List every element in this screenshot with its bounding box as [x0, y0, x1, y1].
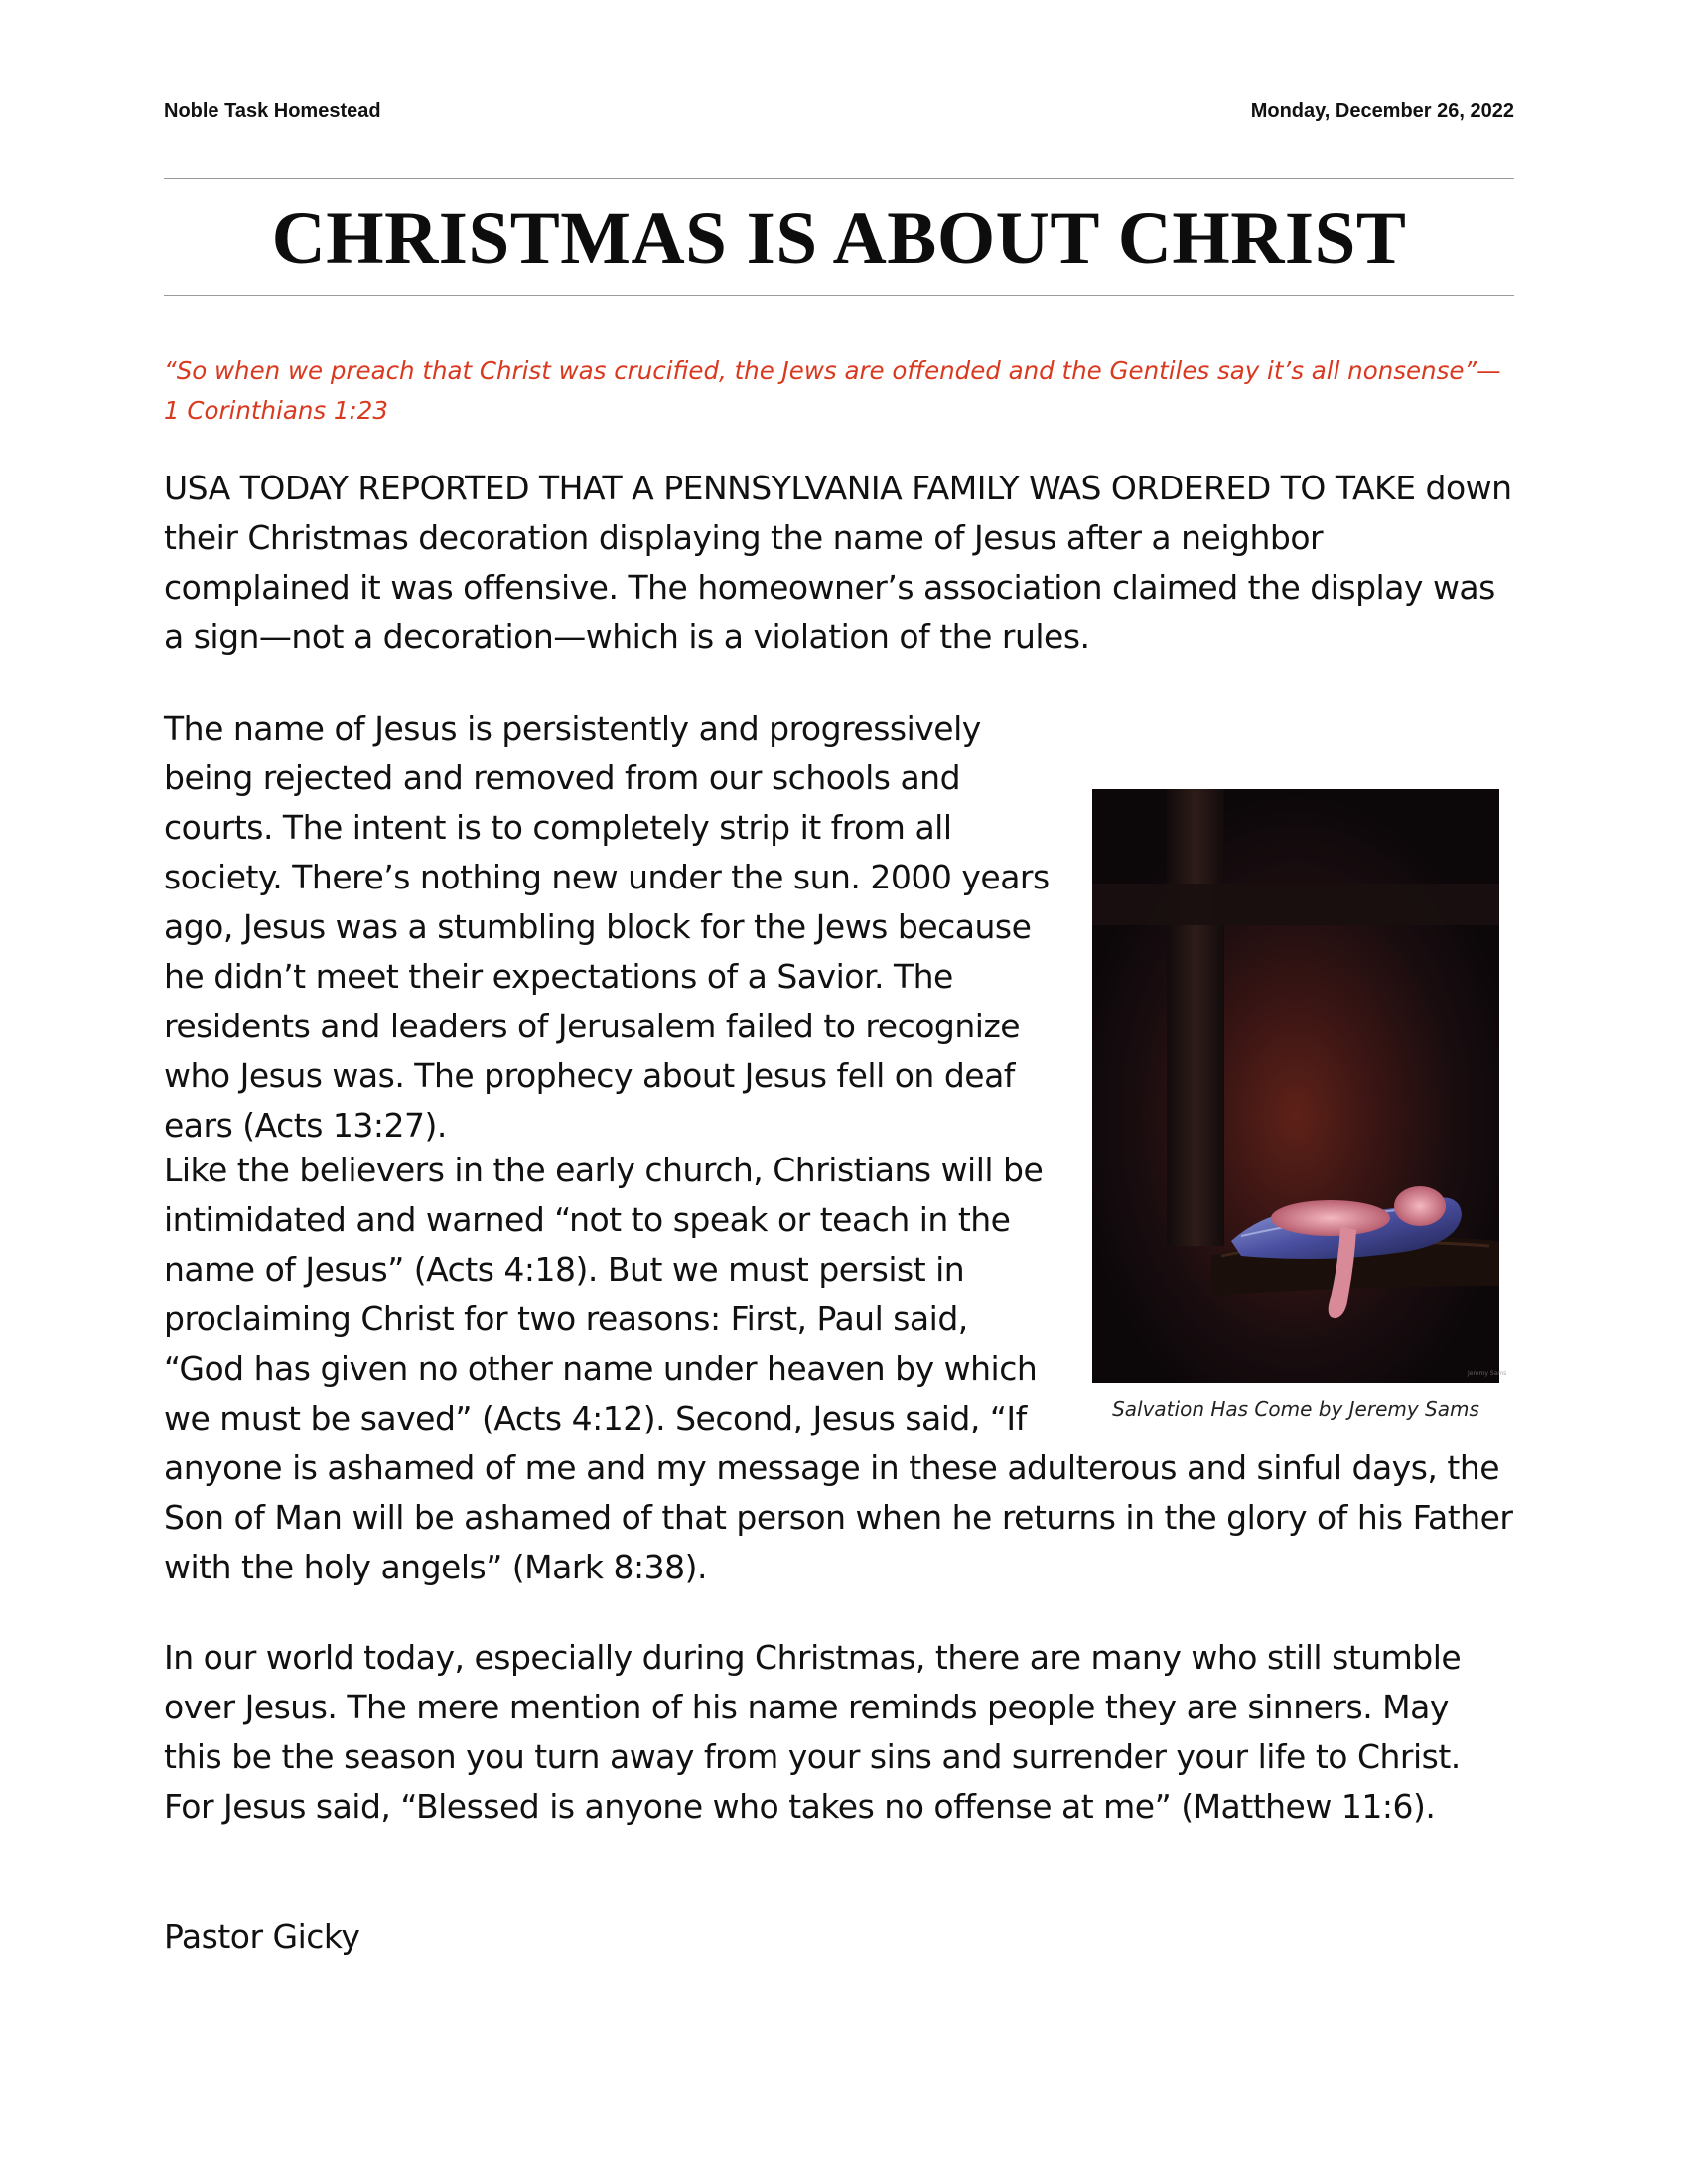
- paragraph-1: USA TODAY REPORTED THAT A PENNSYLVANIA FAMILY WAS ORDERED TO TAKE down their Christmas decoration displaying the name of Jesus after a neighbor complained it was offensive. The homeowner’s association claimed the display was a sign—not a decoration—which is a violation of the rules.: [164, 469, 1512, 656]
- article-title: CHRISTMAS IS ABOUT CHRIST: [271, 198, 1407, 280]
- painting-image: [1092, 789, 1507, 1383]
- page-header: [164, 100, 1514, 130]
- paragraph-4: In our world today, especially during Christmas, there are many who still stumble over Jesus. The mere mention of his name reminds people they are sinners. May this be the season you turn away from your sins and surrender your life to Christ. For Jesus said, “Blessed is anyone who takes no offense at me” (Matthew 11:6).: [164, 1638, 1462, 1826]
- painting-figure: [1092, 789, 1507, 1421]
- painting-caption: Salvation Has Come by Jeremy Sams: [1112, 1397, 1479, 1421]
- author-signature: Pastor Gicky: [164, 1917, 360, 1956]
- baby-body: [1271, 1200, 1390, 1236]
- publication-date: Monday, December 26, 2022: [1250, 100, 1514, 122]
- baby-head: [1394, 1186, 1446, 1226]
- publication-name: Noble Task Homestead: [164, 100, 381, 122]
- document-page: [164, 0, 1514, 2184]
- title-top-divider: [164, 178, 1514, 179]
- paragraph-2: The name of Jesus is persistently and progressively being rejected and removed from our schools and courts. The intent is to completely strip it from all society. There’s nothing new under the sun. 2000 years ago, Jesus was a stumbling block for the Jews because he didn’t meet their expectations of a Savior. The residents and leaders of Jerusalem failed to recognize who Jesus was. The prophecy about Jesus fell on deaf ears (Acts 13:27).: [164, 709, 1050, 1145]
- cross-horizontal-beam: [1092, 884, 1499, 925]
- title-bottom-divider: [164, 295, 1514, 296]
- paragraph-3: Like the believers in the early church, Christians will be intimidated and warned “not to speak or teach in the name of Jesus” (Acts 4:18). But we must persist in proclaiming Christ for two reasons: First, Paul said, “God has given no other name under heaven by which we must be saved” (Acts 4:12). Second, Jesus said, “If anyone is ashamed of me and my message in these adulterous and sinful days, the Son of Man will be ashamed of that person when he returns in the glory of his Father with the holy angels” (Mark 8:38).: [164, 1151, 1513, 1586]
- svg-text:Jeremy Sams: Jeremy Sams: [1468, 1370, 1507, 1377]
- scripture-epigraph: “So when we preach that Christ was crucified, the Jews are offended and the Gentiles say it’s all nonsense”— 1 Corinthians 1:23: [164, 356, 1501, 425]
- cross-vertical-beam: [1167, 789, 1224, 1246]
